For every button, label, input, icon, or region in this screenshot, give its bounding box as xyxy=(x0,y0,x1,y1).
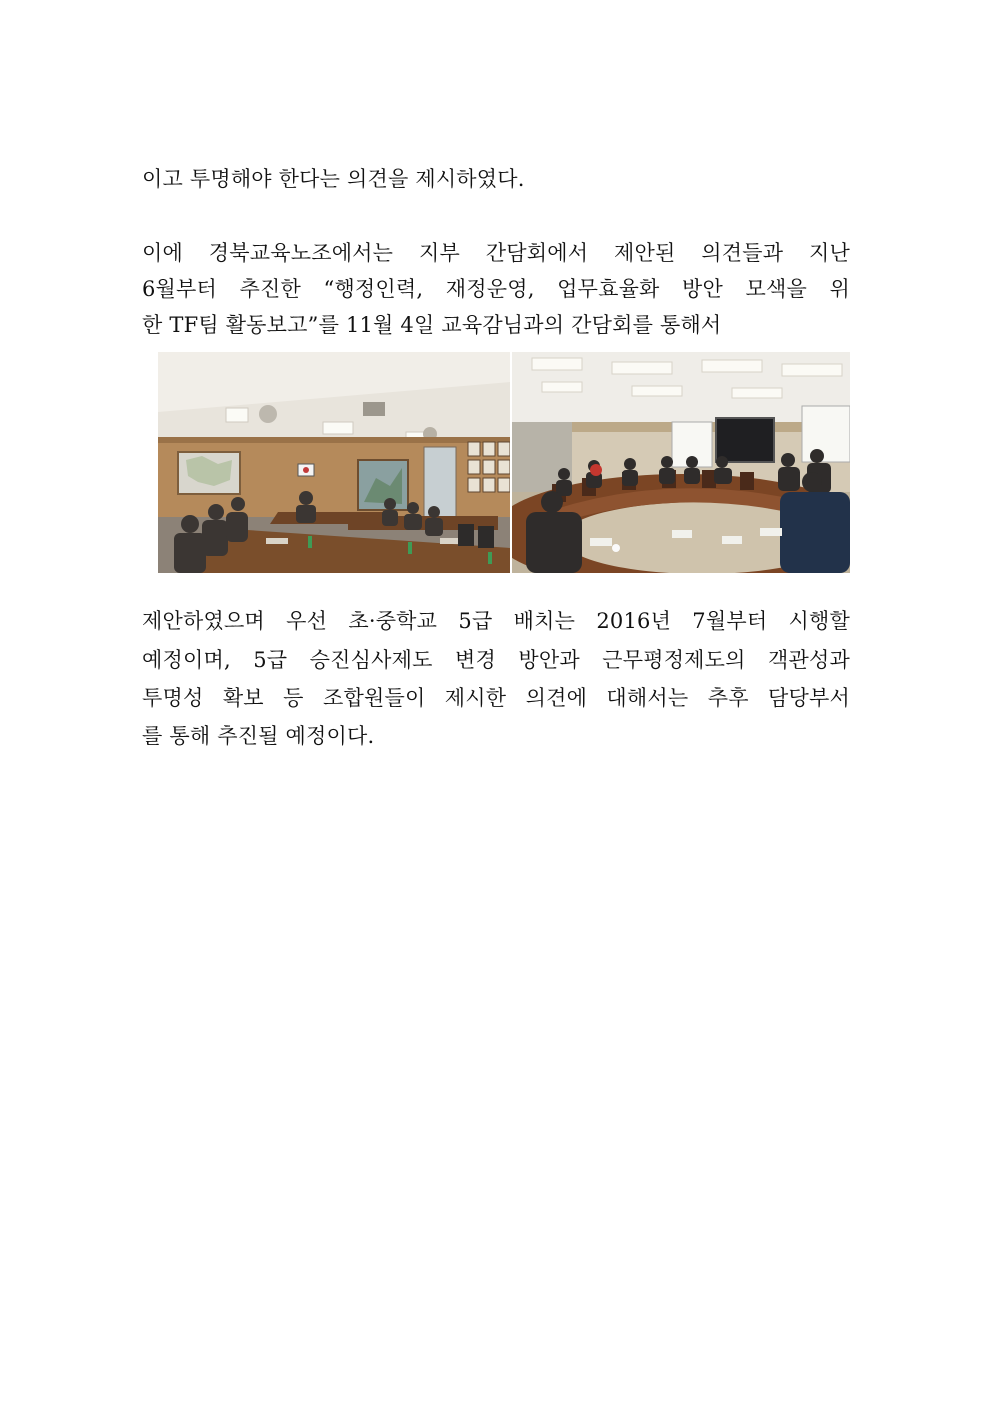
paragraph-3-line-2: 예정이며, 5급 승진심사제도 변경 방안과 근무평정제도의 객관성과 xyxy=(142,648,850,672)
paragraph-2-line-2: 6월부터 추진한 “행정인력, 재정운영, 업무효율화 방안 모색을 위 xyxy=(142,277,850,301)
paragraph-3-line-3: 투명성 확보 등 조합원들이 제시한 의견에 대해서는 추후 담당부서 xyxy=(142,686,850,710)
paragraph-3-line-4: 를 통해 추진될 예정이다. xyxy=(142,724,375,748)
paragraph-1-line-1: 이고 투명해야 한다는 의견을 제시하였다. xyxy=(142,167,525,191)
paragraph-3-line-1: 제안하였으며 우선 초·중학교 5급 배치는 2016년 7월부터 시행할 xyxy=(142,609,850,633)
paragraph-2-line-1: 이에 경북교육노조에서는 지부 간담회에서 제안된 의견들과 지난 xyxy=(142,241,850,265)
round-table-meeting-photo xyxy=(512,352,850,573)
paragraph-2-line-3: 한 TF팀 활동보고”를 11월 4일 교육감님과의 간담회를 통해서 xyxy=(142,313,722,337)
meeting-room-photo xyxy=(158,352,510,573)
